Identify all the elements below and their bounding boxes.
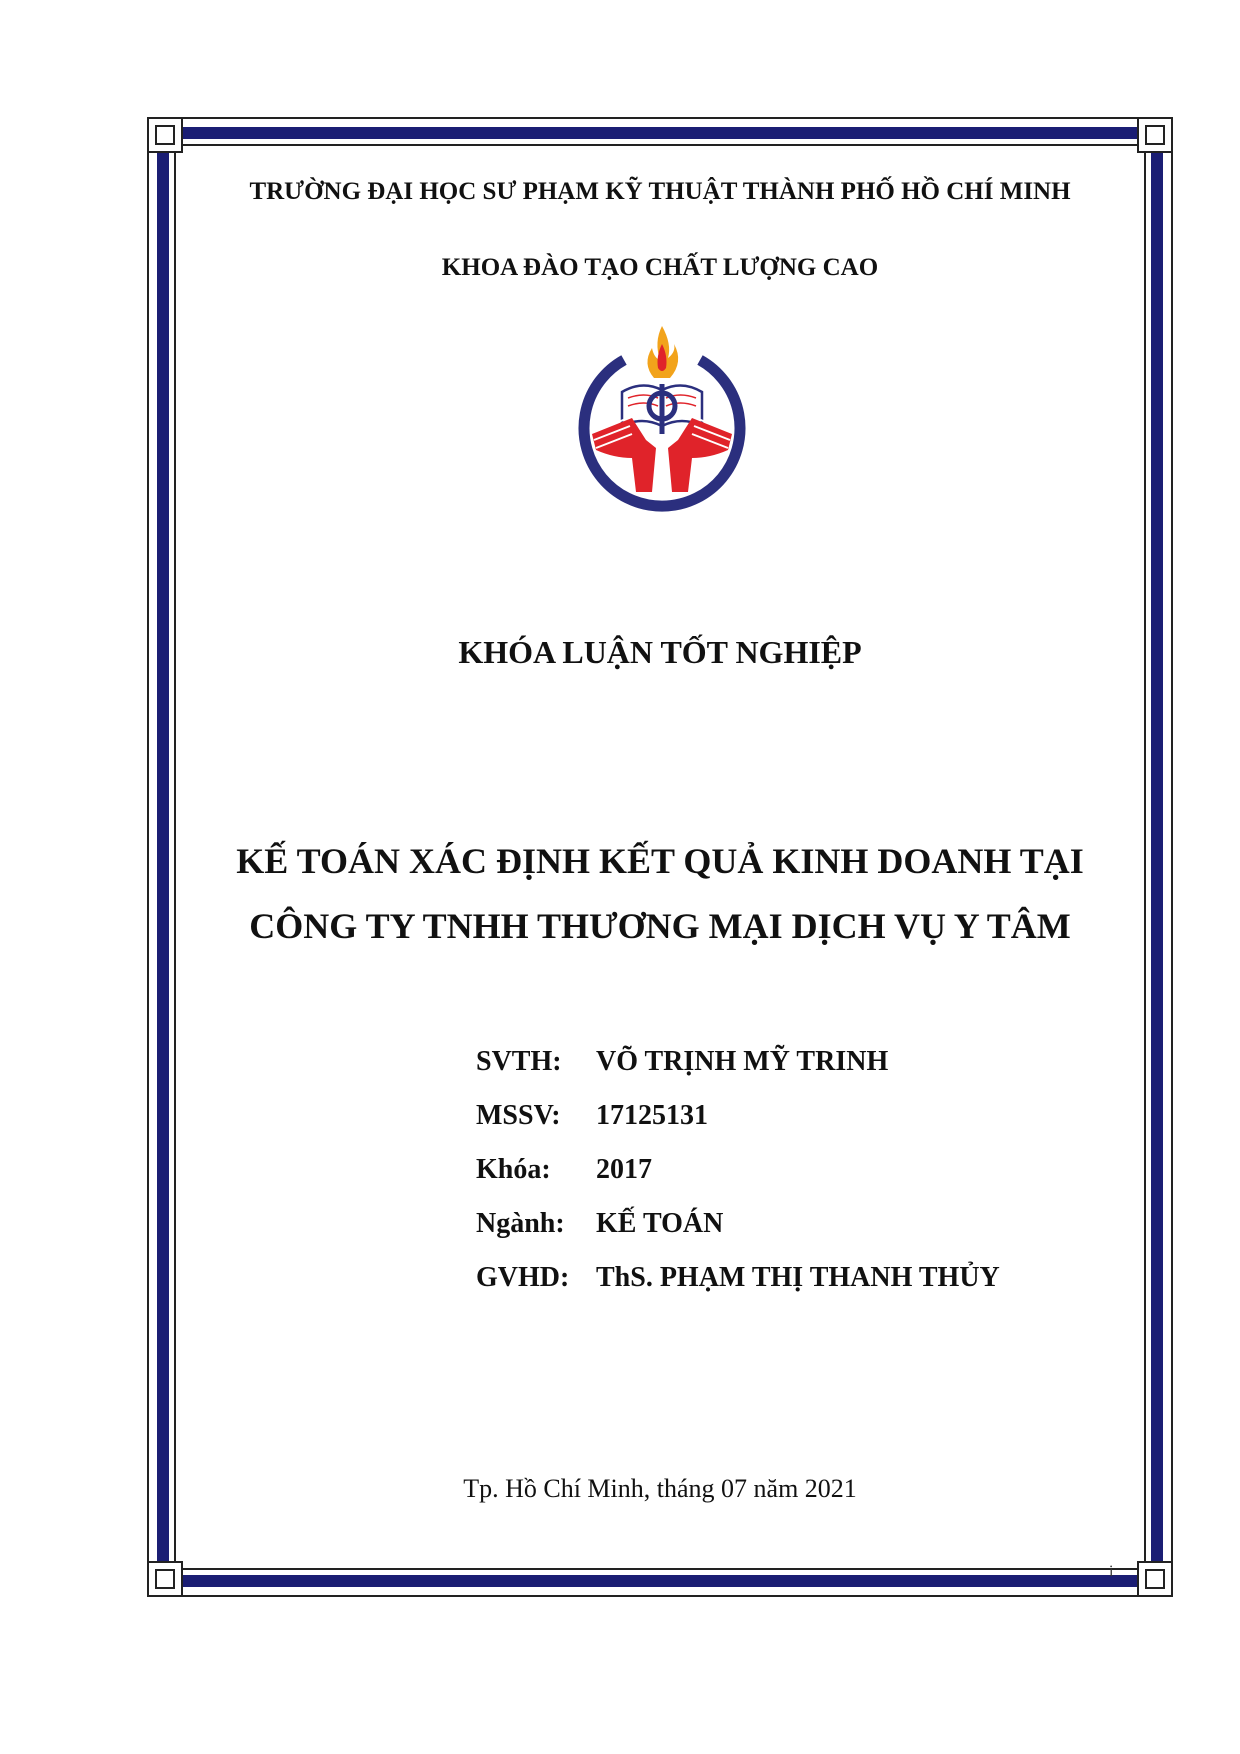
place-date: Tp. Hồ Chí Minh, tháng 07 năm 2021: [463, 1474, 857, 1503]
info-label: GVHD:: [476, 1262, 570, 1293]
student-info-block: [476, 1046, 1000, 1316]
border-corner-top-right: [1137, 117, 1173, 153]
thesis-title-line-1: KẾ TOÁN XÁC ĐỊNH KẾT QUẢ KINH DOANH TẠI: [236, 841, 1084, 881]
info-value: VÕ TRỊNH MỸ TRINH: [596, 1046, 889, 1077]
university-logo-icon: [572, 322, 752, 512]
border-corner-bottom-left: [147, 1561, 183, 1597]
info-value: 17125131: [596, 1100, 708, 1131]
info-row-svth: [476, 1046, 1000, 1100]
info-label: Khóa:: [476, 1154, 551, 1185]
info-label: Ngành:: [476, 1208, 565, 1239]
document-type: KHÓA LUẬN TỐT NGHIỆP: [458, 634, 862, 670]
info-row-khoa: [476, 1154, 1000, 1208]
info-row-gvhd: [476, 1262, 1000, 1316]
info-row-nganh: [476, 1208, 1000, 1262]
school-name: TRƯỜNG ĐẠI HỌC SƯ PHẠM KỸ THUẬT THÀNH PHỐ HỒ CHÍ MINH: [249, 178, 1071, 205]
border-corner-bottom-right: [1137, 1561, 1173, 1597]
info-value: ThS. PHẠM THỊ THANH THỦY: [596, 1262, 1000, 1293]
border-corner-top-left: [147, 117, 183, 153]
info-row-mssv: [476, 1100, 1000, 1154]
page-number: i: [1109, 1563, 1114, 1580]
thesis-title-line-2: CÔNG TY TNHH THƯƠNG MẠI DỊCH VỤ Y TÂM: [249, 906, 1071, 946]
info-label: MSSV:: [476, 1100, 561, 1131]
info-value: KẾ TOÁN: [596, 1208, 724, 1239]
info-label: SVTH:: [476, 1046, 562, 1077]
faculty-name: KHOA ĐÀO TẠO CHẤT LƯỢNG CAO: [441, 254, 879, 281]
info-value: 2017: [596, 1154, 652, 1185]
